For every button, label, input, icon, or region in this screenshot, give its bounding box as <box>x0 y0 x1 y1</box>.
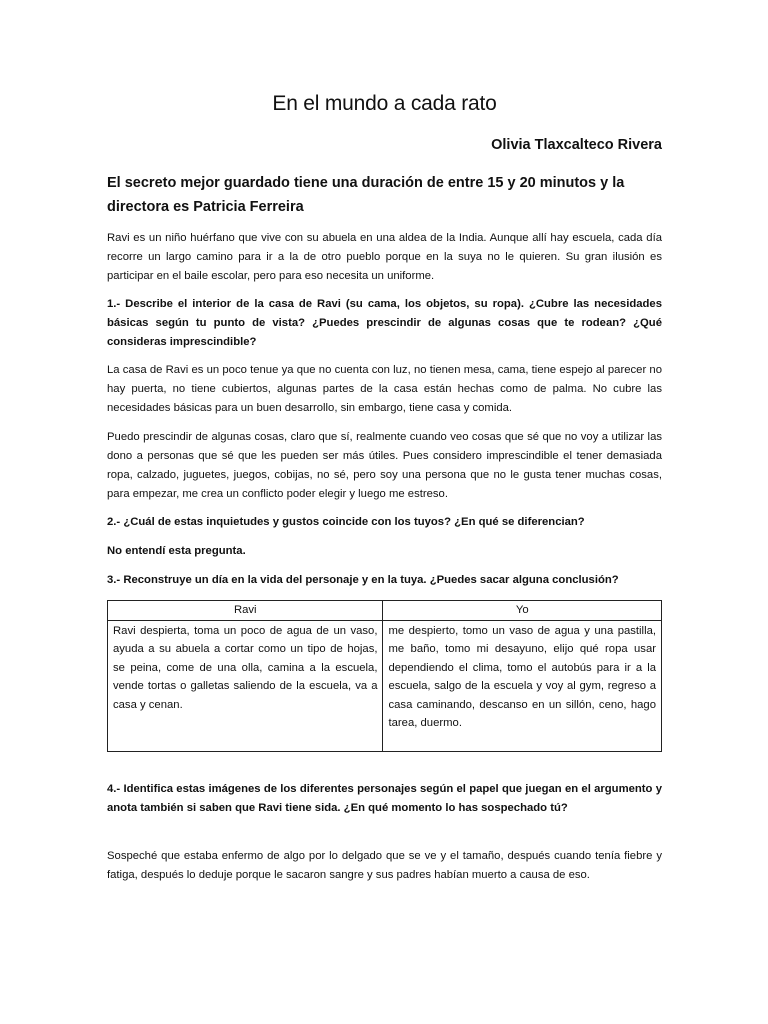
table-cell-yo: me despierto, tomo un vaso de agua y una pastilla, me baño, tomo mi desayuno, elijo qué ropa usar dependiendo el clima, tomo el autobús para ir a la escuela, salgo de la escuela y voy al gym, regreso a casa caminando, descanso en un sillón, ceno, hago tarea, duermo. <box>383 620 662 751</box>
answer-2: No entendí esta pregunta. <box>107 545 246 557</box>
table-row <box>108 620 662 751</box>
table-header-yo: Yo <box>383 601 662 621</box>
intro-paragraph: Ravi es un niño huérfano que vive con su abuela en una aldea de la India. Aunque allí hay escuela, cada día recorre un largo camino para ir a la de otro pueblo porque en la suya no le quieren. Su gran ilusión es participar en el baile escolar, pero para eso necesita un uniforme. <box>107 232 662 282</box>
question-2: 2.- ¿Cuál de estas inquietudes y gustos coincide con los tuyos? ¿En qué se diferencian? <box>107 516 585 528</box>
question-4: 4.- Identifica estas imágenes de los diferentes personajes según el papel que juegan en el argumento y anota también si saben que Ravi tiene sida. ¿En qué momento lo has sospechado tú? <box>107 783 662 814</box>
comparison-table <box>107 600 662 752</box>
table-header-row <box>108 601 662 621</box>
answer-1-paragraph-2: Puedo prescindir de algunas cosas, claro que sí, realmente cuando veo cosas que sé que no voy a utilizar las dono a personas que sé que les pueden ser más útiles. Pues considero imprescindible el tener demasiada ropa, calzado, juguetes, juegos, cobijas, no sé, pero soy una persona que no le gusta tener muchas cosas, para empezar, me crea un conflicto poder elegir y luego me estreso. <box>107 431 662 500</box>
table-cell-ravi: Ravi despierta, toma un poco de agua de un vaso, ayuda a su abuela a cortar como un tipo de hojas, se peina, come de una olla, camina a la escuela, vende tortas o galletas saliendo de la escuela, va a casa y cenan. <box>108 620 383 751</box>
question-3: 3.- Reconstruye un día en la vida del personaje y en la tuya. ¿Puedes sacar alguna conclusión? <box>107 574 619 586</box>
answer-1-paragraph-1: La casa de Ravi es un poco tenue ya que no cuenta con luz, no tienen mesa, cama, tiene espejo al parecer no hay puerta, no tiene cubiertos, algunas partes de la casa están hechas como de palma. No cubre las necesidades básicas para un buen desarrollo, sin embargo, tiene casa y comida. <box>107 364 662 414</box>
question-1: 1.- Describe el interior de la casa de Ravi (su cama, los objetos, su ropa). ¿Cubre las necesidades básicas según tu punto de vista? ¿Puedes prescindir de algunas cosas que te rodean? ¿Qué consideras imprescindible? <box>107 298 662 348</box>
answer-4: Sospeché que estaba enfermo de algo por lo delgado que se ve y el tamaño, después cuando tenía fiebre y fatiga, después lo deduje porque le sacaron sangre y sus padres habían muerto a causa de eso. <box>107 850 662 881</box>
author-name: Olivia Tlaxcalteco Rivera <box>491 137 662 153</box>
document-subtitle: El secreto mejor guardado tiene una duración de entre 15 y 20 minutos y la directora es Patricia Ferreira <box>107 175 625 215</box>
table-header-ravi: Ravi <box>108 601 383 621</box>
document-title: En el mundo a cada rato <box>272 92 497 115</box>
